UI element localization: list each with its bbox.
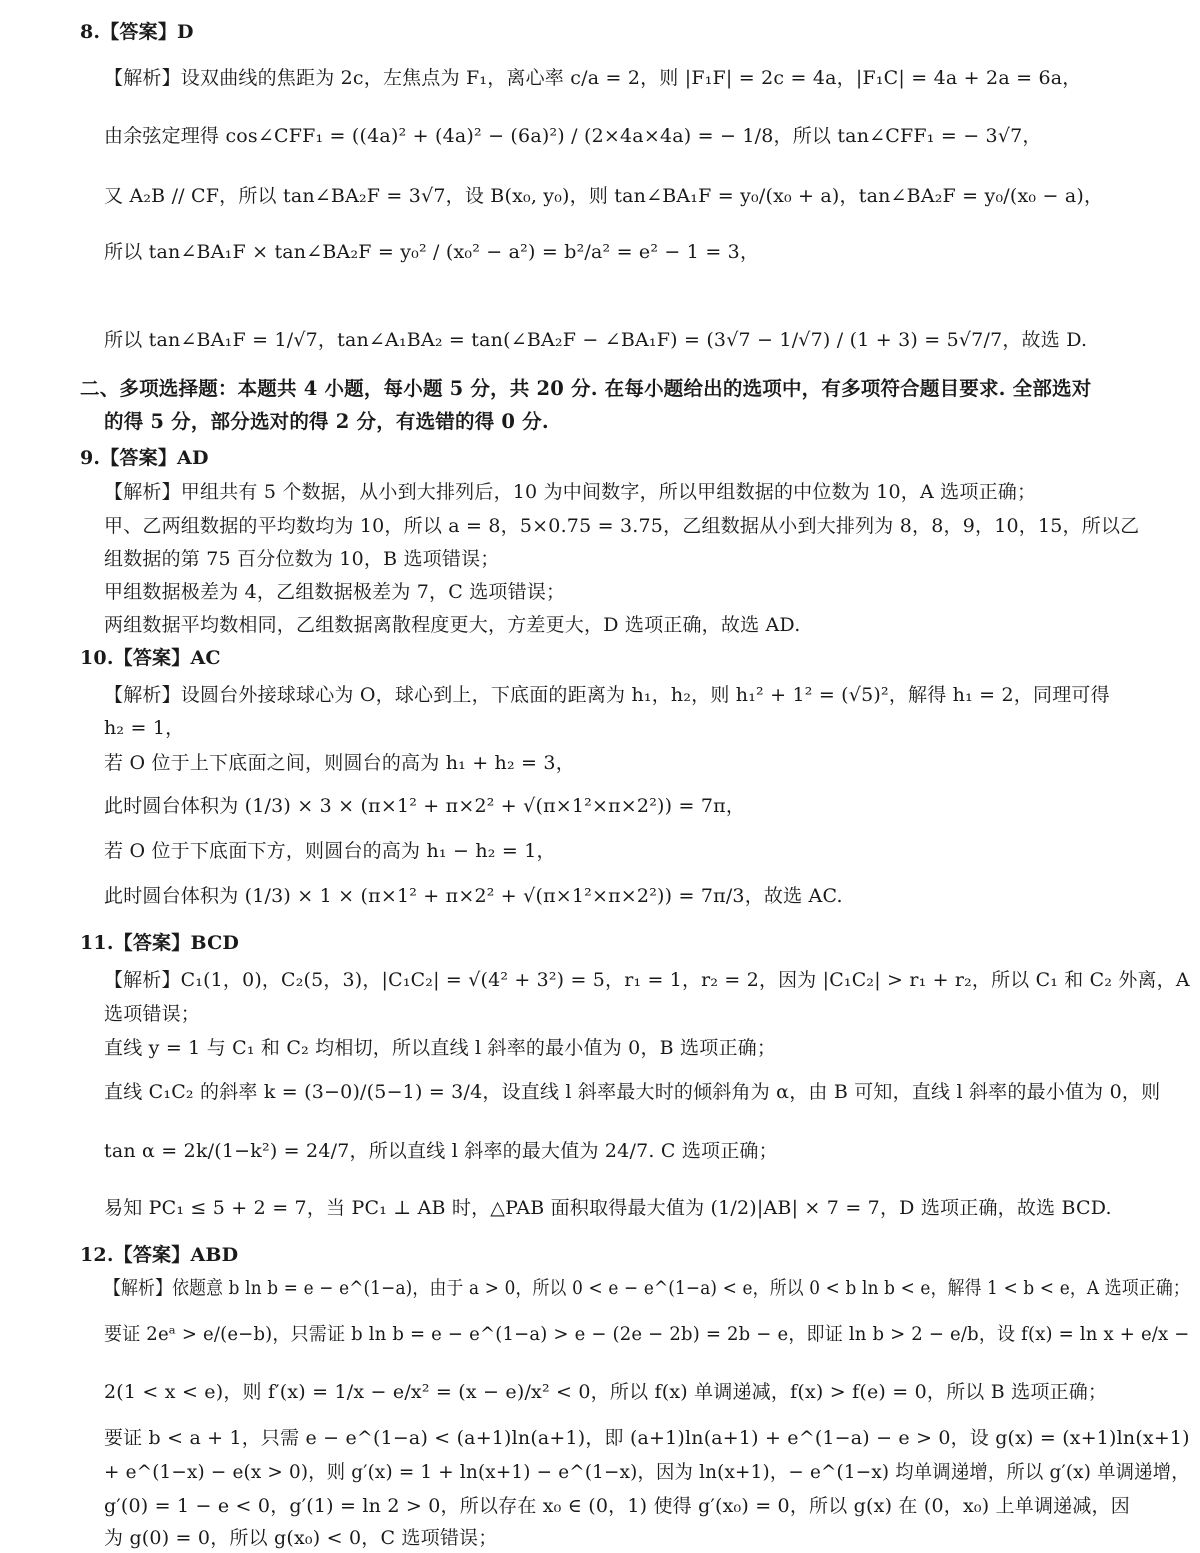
q10-line-4: 此时圆台体积为 (1/3) × 3 × (π×1² + π×2² + √(π×1²×π×2²)) = 7π， [104, 795, 746, 817]
q10-line-3: 若 O 位于上下底面之间，则圆台的高为 h₁ + h₂ = 3， [104, 752, 575, 774]
q8-line-2: 由余弦定理得 cos∠CFF₁ = ((4a)² + (4a)² − (6a)²) / (2×4a×4a) = − 1/8，所以 tan∠CFF₁ = − 3√7， [104, 125, 1042, 147]
q12-line-4: 要证 b < a + 1，只需 e − e^(1−a) < (a+1)ln(a+1)，即 (a+1)ln(a+1) + e^(1−a) − e > 0，设 g(x) = (x+1)ln(x+1) [104, 1427, 1190, 1449]
q9-line-3: 组数据的第 75 百分位数为 10，B 选项错误； [104, 548, 500, 570]
q10-line-2: h₂ = 1， [104, 717, 185, 739]
q11-line-1: 【解析】C₁(1，0)，C₂(5，3)，|C₁C₂| = √(4² + 3²) = 5，r₁ = 1，r₂ = 2，因为 |C₁C₂| > r₁ + r₂，所以 C₁ 和 C₂ 外离，A [104, 969, 1190, 991]
q8-line-4: 所以 tan∠BA₁F × tan∠BA₂F = y₀² / (x₀² − a²) = b²/a² = e² − 1 = 3， [104, 241, 760, 263]
q11-line-2: 选项错误； [104, 1003, 201, 1025]
q12-line-7: 为 g(0) = 0，所以 g(x₀) < 0，C 选项错误； [104, 1527, 498, 1549]
q11-line-3: 直线 y = 1 与 C₁ 和 C₂ 均相切，所以直线 l 斜率的最小值为 0，B 选项正确； [104, 1037, 777, 1059]
q8-line-1: 【解析】设双曲线的焦距为 2c，左焦点为 F₁，离心率 c/a = 2，则 |F₁F| = 2c = 4a，|F₁C| = 4a + 2a = 6a， [104, 67, 1082, 89]
q11-line-6: 易知 PC₁ ≤ 5 + 2 = 7，当 PC₁ ⊥ AB 时，△PAB 面积取得最大值为 (1/2)|AB| × 7 = 7，D 选项正确，故选 BCD. [104, 1197, 1112, 1219]
q8-line-5: 所以 tan∠BA₁F = 1/√7，tan∠A₁BA₂ = tan(∠BA₂F − ∠BA₁F) = (3√7 − 1/√7) / (1 + 3) = 5√7/7，故选 D. [104, 329, 1088, 351]
q12-line-2: 要证 2eᵃ > e/(e−b)，只需证 b ln b = e − e^(1−a) > e − (2e − 2b) = 2b − e，即证 ln b > 2 − e/b，设 f(x) = ln x + e/x − [104, 1323, 1190, 1345]
q8-answer: 8.【答案】D [80, 21, 194, 43]
q12-line-3: 2(1 < x < e)，则 f′(x) = 1/x − e/x² = (x − e)/x² < 0，所以 f(x) 单调递减，f(x) > f(e) = 0，所以 B 选项正确； [104, 1381, 1108, 1403]
q12-answer: 12.【答案】ABD [80, 1244, 239, 1266]
q10-line-1: 【解析】设圆台外接球球心为 O，球心到上，下底面的距离为 h₁，h₂，则 h₁² + 1² = (√5)²，解得 h₁ = 2，同理可得 [104, 684, 1110, 706]
q8-line-3: 又 A₂B // CF，所以 tan∠BA₂F = 3√7，设 B(x₀, y₀)，则 tan∠BA₁F = y₀/(x₀ + a)，tan∠BA₂F = y₀/(x₀ − a)， [104, 185, 1104, 207]
q9-line-4: 甲组数据极差为 4，乙组数据极差为 7，C 选项错误； [104, 581, 566, 603]
q12-line-1: 【解析】依题意 b ln b = e − e^(1−a)，由于 a > 0，所以 0 < e − e^(1−a) < e，所以 0 < b ln b < e，解得 1 < b < e，A 选项正确； [104, 1277, 1190, 1299]
q9-line-5: 两组数据平均数相同，乙组数据离散程度更大，方差更大，D 选项正确，故选 AD. [104, 614, 801, 636]
q11-line-4: 直线 C₁C₂ 的斜率 k = (3−0)/(5−1) = 3/4，设直线 l 斜率最大时的倾斜角为 α，由 B 可知，直线 l 斜率的最小值为 0，则 [104, 1081, 1161, 1103]
q11-answer: 11.【答案】BCD [80, 932, 240, 954]
q12-line-6: g′(0) = 1 − e < 0，g′(1) = ln 2 > 0，所以存在 x₀ ∈ (0，1) 使得 g′(x₀) = 0，所以 g(x) 在 (0，x₀) 上单调递减，因 [104, 1495, 1130, 1517]
q12-line-5: + e^(1−x) − e(x > 0)，则 g′(x) = 1 + ln(x+1) − e^(1−x)，因为 ln(x+1)，− e^(1−x) 均单调递增，所以 g′(x) 单调递增， [104, 1461, 1190, 1483]
q10-answer: 10.【答案】AC [80, 647, 221, 669]
section-heading-line-2: 的得 5 分，部分选对的得 2 分，有选错的得 0 分. [104, 410, 549, 433]
q9-line-2: 甲、乙两组数据的平均数均为 10，所以 a = 8，5×0.75 = 3.75，乙组数据从小到大排列为 8，8，9，10，15，所以乙 [104, 515, 1140, 537]
q11-line-5: tan α = 2k/(1−k²) = 24/7，所以直线 l 斜率的最大值为 24/7. C 选项正确； [104, 1140, 778, 1162]
section-heading-line-1: 二、多项选择题：本题共 4 小题，每小题 5 分，共 20 分. 在每小题给出的选项中，有多项符合题目要求. 全部选对 [80, 377, 1092, 400]
q10-line-5: 若 O 位于下底面下方，则圆台的高为 h₁ − h₂ = 1， [104, 840, 556, 862]
q9-line-1: 【解析】甲组共有 5 个数据，从小到大排列后，10 为中间数字，所以甲组数据的中位数为 10，A 选项正确； [104, 481, 1037, 503]
q9-answer: 9.【答案】AD [80, 447, 209, 469]
q10-line-6: 此时圆台体积为 (1/3) × 1 × (π×1² + π×2² + √(π×1²×π×2²)) = 7π/3，故选 AC. [104, 885, 843, 907]
